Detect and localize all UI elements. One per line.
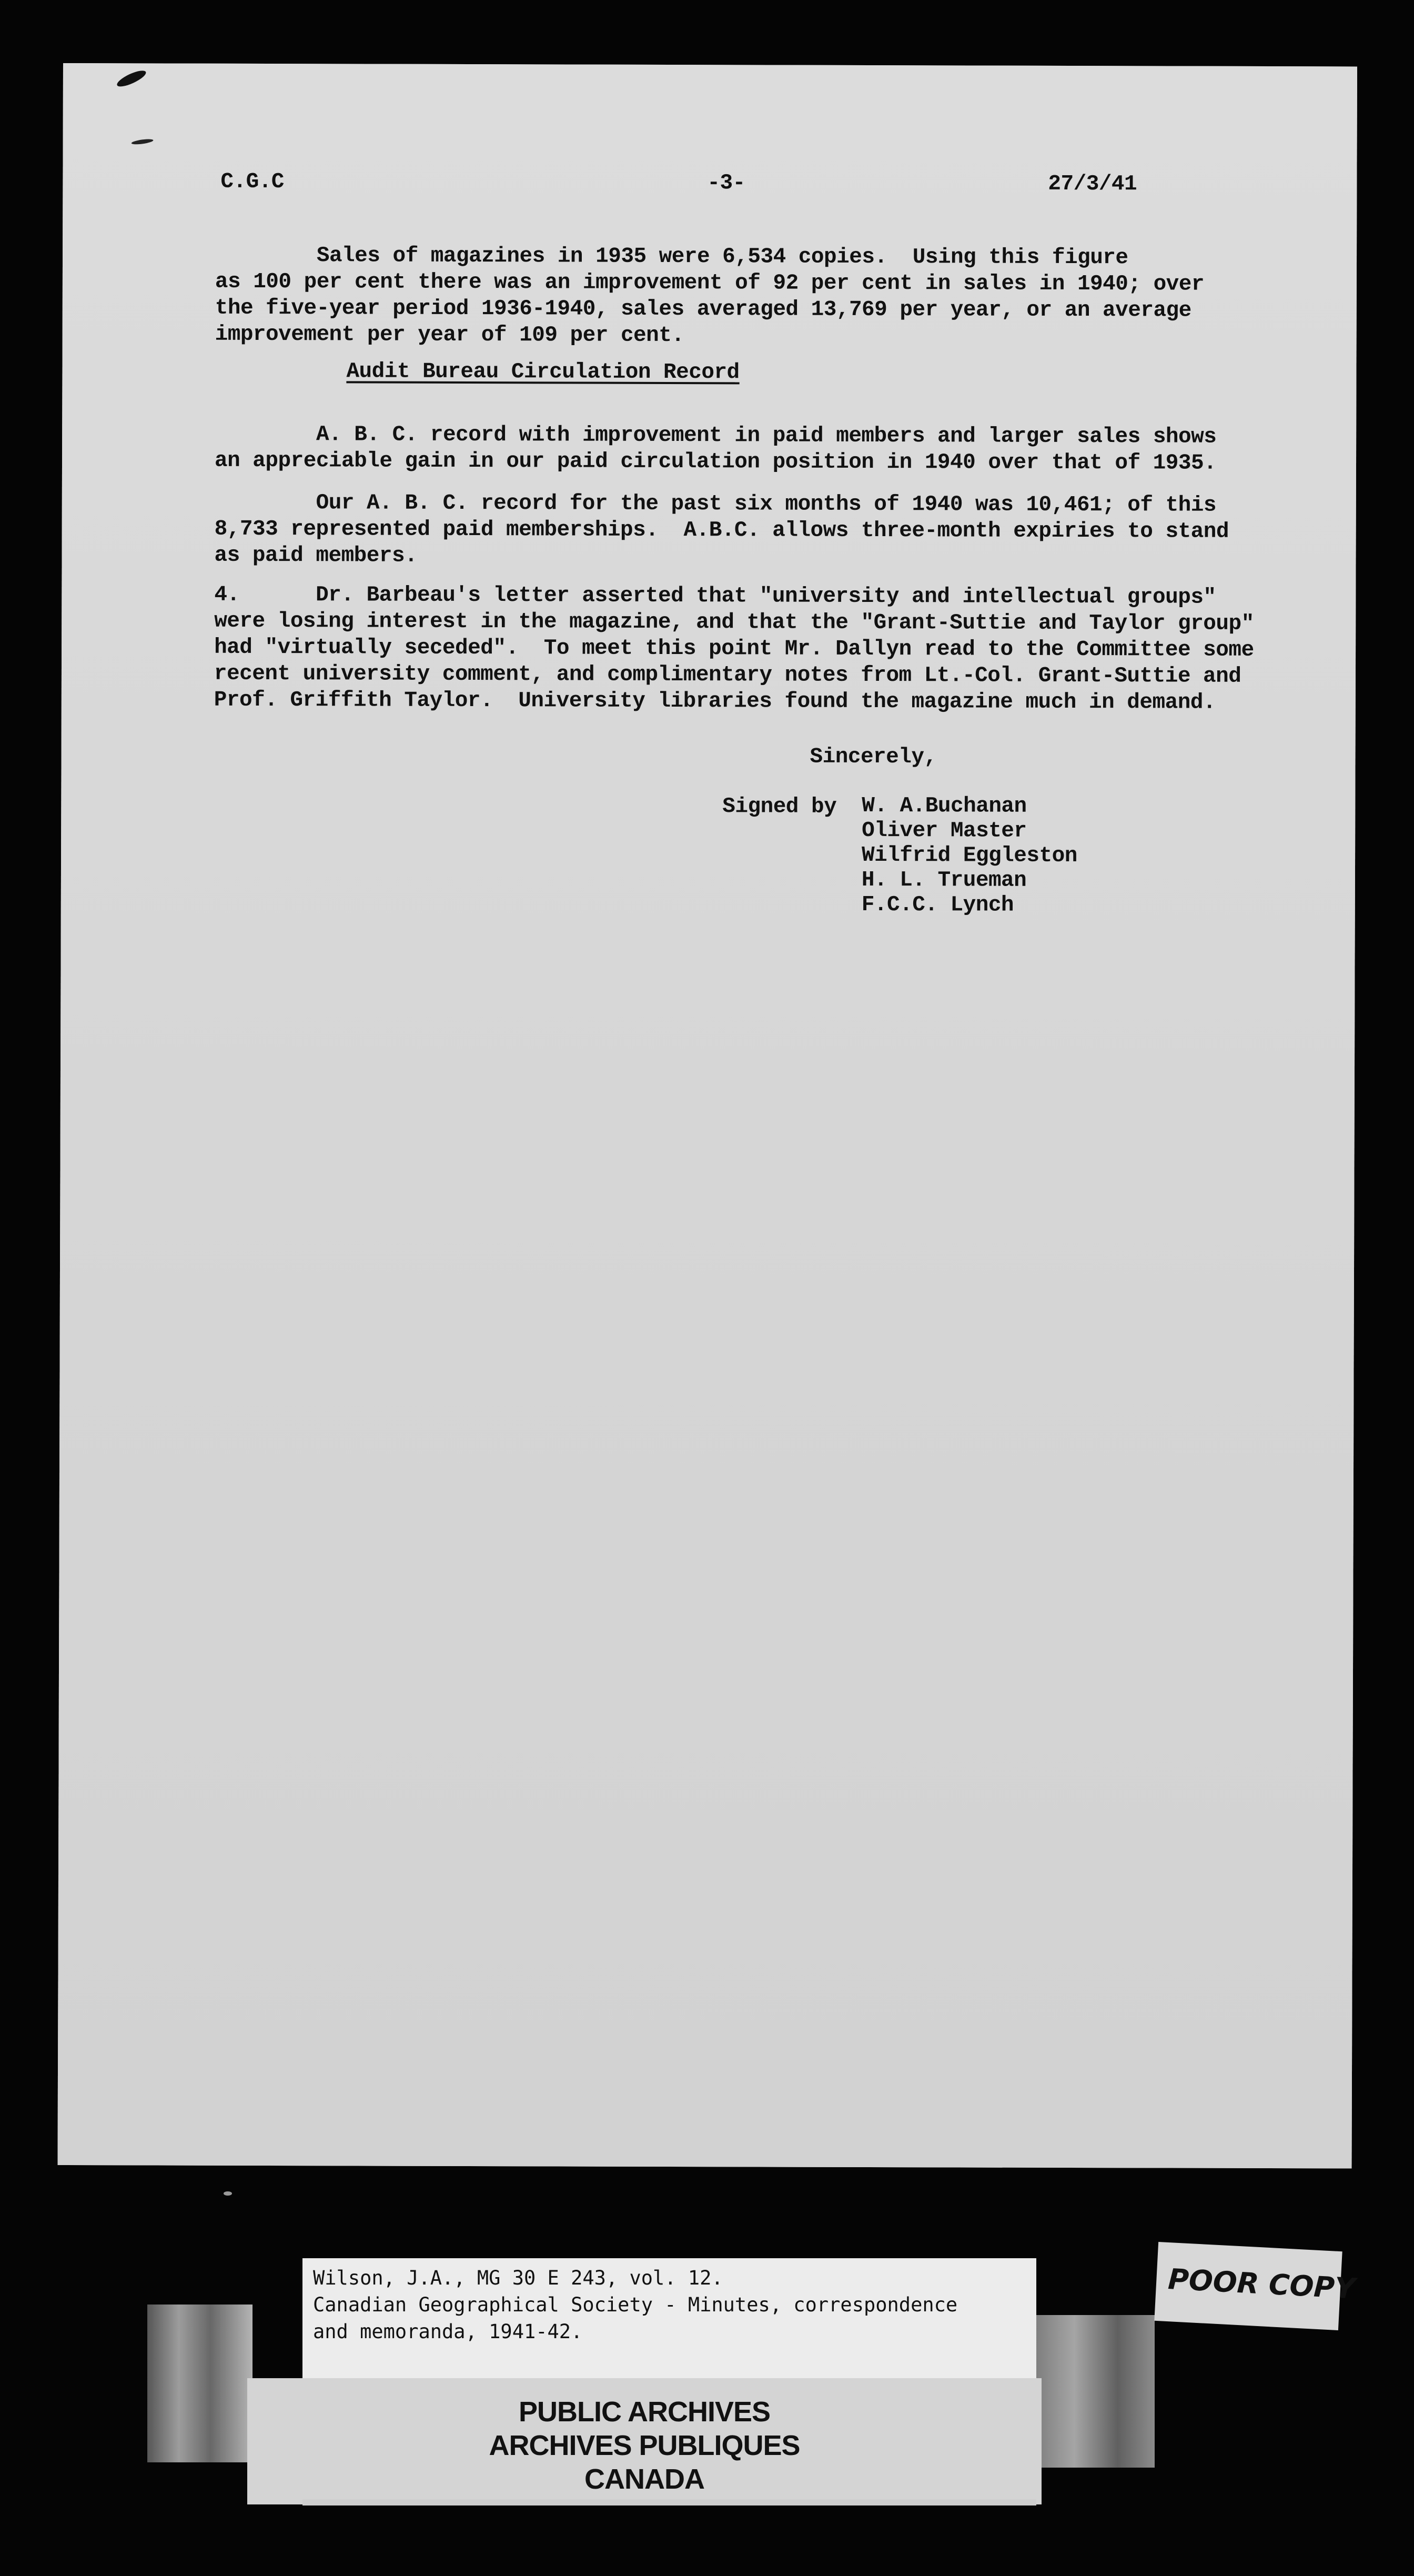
signer-list: W. A.Buchanan Oliver Master Wilfrid Eggleston H. L. Trueman F.C.C. Lynch bbox=[861, 793, 1077, 918]
reference-label bbox=[302, 2258, 1036, 2382]
ink-smudge bbox=[115, 68, 148, 90]
closing: Sincerely, bbox=[810, 744, 937, 770]
speck bbox=[224, 2191, 232, 2196]
paragraph-abc-six-months: Our A. B. C. record for the past six months of 1940 was 10,461; of this 8,733 represented paid memberships. A.B.C. allows three-month expiries to stand as paid members. bbox=[214, 490, 1229, 568]
tape-left bbox=[147, 2305, 252, 2462]
ink-smudge bbox=[131, 138, 154, 146]
archive-line-3: CANADA bbox=[584, 2463, 704, 2495]
page-number: -3- bbox=[707, 171, 745, 196]
section-heading: Audit Bureau Circulation Record bbox=[346, 359, 740, 385]
header-date: 27/3/41 bbox=[1048, 172, 1137, 197]
paragraph-abc-record: A. B. C. record with improvement in paid members and larger sales shows an appreciable gain in our paid circulation position in 1940 over that of 1935. bbox=[214, 422, 1217, 476]
paragraph-sales: Sales of magazines in 1935 were 6,534 copies. Using this figure as 100 per cent there was an improvement of 92 per cent in sales in 1940; over the five-year period 1936-1940, sales averaged 13,769 per year, or an average improvement per year of 109 per cent. bbox=[215, 243, 1205, 348]
archive-line-2: ARCHIVES PUBLIQUES bbox=[489, 2430, 800, 2461]
archive-line-1: PUBLIC ARCHIVES bbox=[518, 2396, 771, 2428]
document-page bbox=[58, 63, 1357, 2168]
poor-copy-note bbox=[1154, 2242, 1356, 2330]
reference-text: Wilson, J.A., MG 30 E 243, vol. 12. Canadian Geographical Society - Minutes, correspondence and memoranda, 1941-42. bbox=[313, 2267, 958, 2343]
header-left: C.G.C bbox=[220, 169, 285, 195]
paragraph-barbeau-letter: 4. Dr. Barbeau's letter asserted that "university and intellectual groups" were losing interest in the magazine, and that the "Grant-Suttie and Taylor group" had "virtually seceded". To meet this point Mr. Dallyn read to the Committee some recent university comment, and complimentary notes from Lt.-Col. Grant-Suttie and Prof. Griffith Taylor. University libraries found the magazine much in demand. bbox=[214, 582, 1254, 715]
signed-by-label: Signed by bbox=[722, 794, 837, 819]
poor-copy-text: POOR COPY bbox=[1167, 2262, 1356, 2306]
archive-stamp bbox=[247, 2378, 1042, 2504]
label-stripe bbox=[302, 2499, 1036, 2505]
tape-right bbox=[1031, 2315, 1155, 2468]
